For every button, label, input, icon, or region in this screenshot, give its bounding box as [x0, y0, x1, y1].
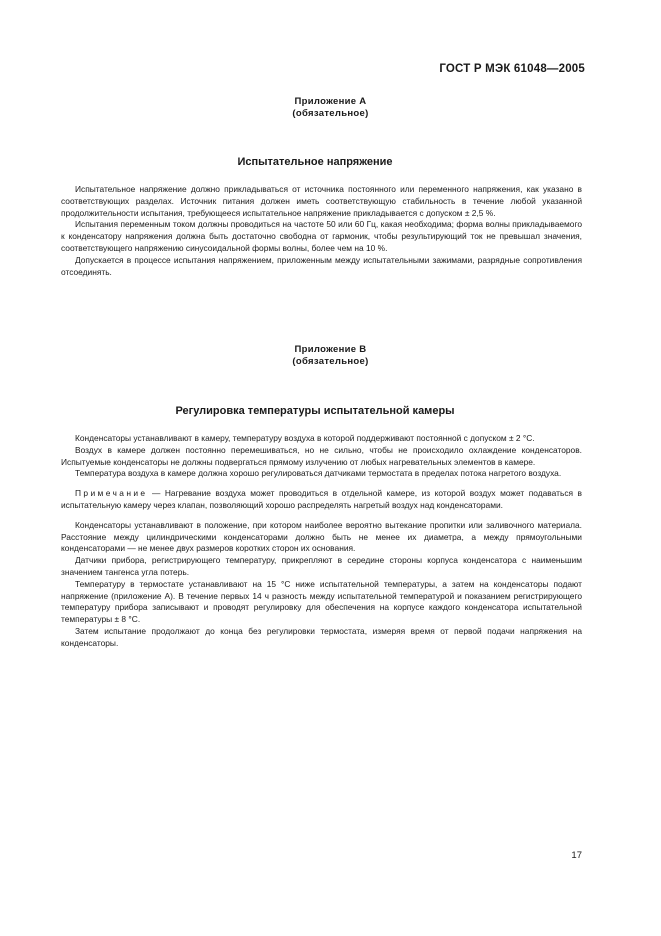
- appendix-b-heading: Регулировка температуры испытательной камеры: [175, 405, 455, 417]
- paragraph: Испытания переменным током должны проводиться на частоте 50 или 60 Гц, какая необходима; форма волны прикладываемого к конденсатору напряжения должна быть достаточно свободна от гармоник, чтобы результирующий ток не превышал значения, соответствующего напряжению синусоидальной формы волны, более чем на 10 %.: [61, 219, 582, 253]
- note-label: Примечание: [75, 488, 148, 499]
- paragraph: Конденсаторы устанавливают в положение, при котором наиболее вероятно вытекание пропитки или заливочного материала. Расстояние между цилиндрическими конденсаторами должно быть не менее их диаметра, а между прямоугольными конденсаторами — не менее двух размеров коротких сторон их основания.: [61, 519, 582, 554]
- page-number: 17: [571, 850, 582, 861]
- appendix-a-title: Приложение А: [294, 96, 367, 107]
- appendix-a-status: (обязательное): [292, 108, 369, 119]
- appendix-b-title: Приложение В: [294, 344, 367, 355]
- appendix-a-heading: Испытательное напряжение: [237, 156, 393, 168]
- note-text: — Нагревание воздуха может проводиться в отдельной камере, из которой воздух может подаваться в испытательную камеру через клапан, позволяющий хорошо распределять нагретый воздух над конденсаторами.: [61, 488, 582, 510]
- appendix-a-body: [61, 184, 582, 278]
- paragraph: Датчики прибора, регистрирующего температуру, прикрепляют в середине стороны корпуса конденсатора с наименьшим значением тангенса угла потерь.: [61, 555, 582, 577]
- paragraph: Затем испытание продолжают до конца без регулировки термостата, измеряя время от первой подачи напряжения на конденсаторы.: [61, 625, 582, 648]
- paragraph: Конденсаторы устанавливают в камеру, температуру воздуха в которой поддерживают постоянной с допуском ± 2 °С.: [75, 433, 535, 443]
- note: [61, 488, 582, 512]
- paragraph: Допускается в процессе испытания напряжением, приложенным между испытательными зажимами, разрядные сопротивления отсоединять.: [61, 254, 582, 277]
- appendix-b-status: (обязательное): [292, 356, 369, 367]
- paragraph: Температуру в термостате устанавливают на 15 °С ниже испытательной температуры, а затем на конденсаторы подают напряжение (приложение А). В течение первых 14 ч разность между испытательной температурой и показанием регистрирующего температуру прибора записывают и проводят регулировку для обеспечения на корпусе каждого конденсатора испытательной температуры ± 8 °С.: [61, 578, 582, 625]
- paragraph: Температура воздуха в камере должна хорошо регулироваться датчиками термостата в пределах потока нагретого воздуха.: [75, 468, 562, 479]
- paragraph: Испытательное напряжение должно прикладываться от источника постоянного или переменного напряжения, как указано в соответствующих разделах. Источник питания должен иметь соответствующую стабильность в течение любой указанной продолжительности испытания, требующееся испытательное напряжение прикладывается с допуском ± 2,5 %.: [61, 184, 582, 218]
- appendix-b-body: [61, 433, 582, 650]
- paragraph: Воздух в камере должен постоянно перемешиваться, но не сильно, чтобы не происходило охлаждение конденсаторов. Испытуемые конденсаторы не должны подвергаться прямому излучению от любых нагревательных элементов в камере.: [61, 444, 582, 467]
- document-code: ГОСТ Р МЭК 61048—2005: [439, 63, 585, 75]
